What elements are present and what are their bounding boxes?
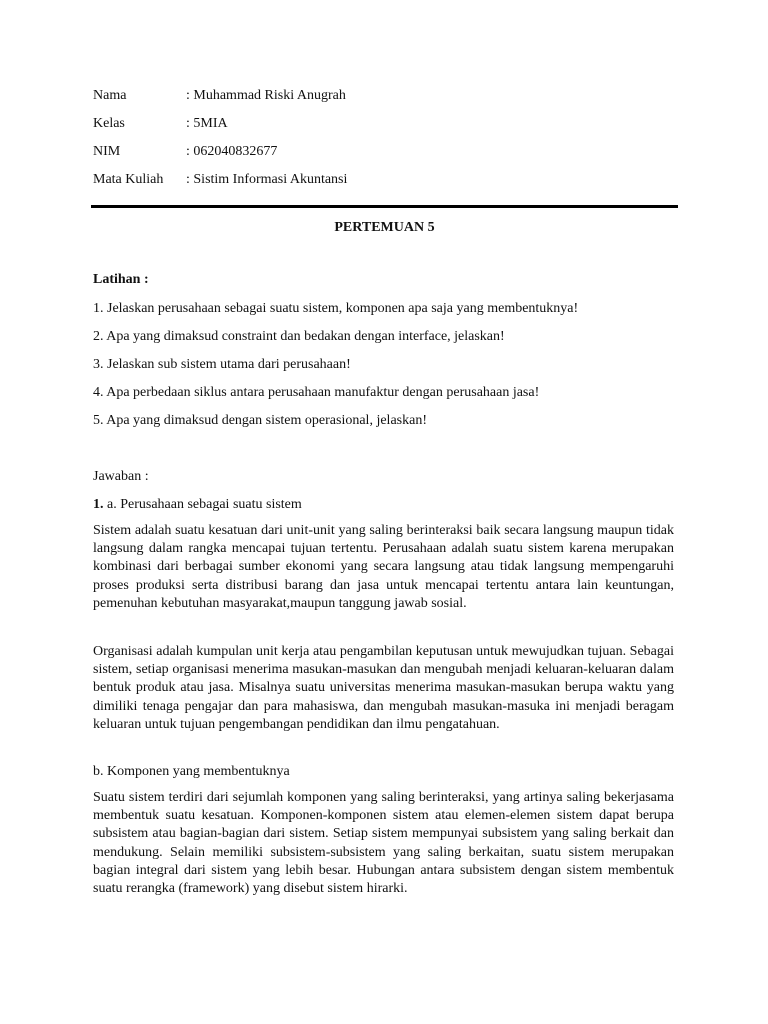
answer-1-number: 1. — [93, 497, 104, 512]
answer-1a-paragraph-1: Sistem adalah suatu kesatuan dari unit-unit yang saling berinteraksi baik secara langsung maupun tidak langsung dalam rangka mencapai tujuan tertentu. Perusahaan adalah suatu sistem karena merupakan kombinasi dari berbagai sumber ekonomi yang secara langsung atau tidak langsung mempengaruhi proses produksi serta distribusi barang dan jasa untuk mencapai tertentu antara lain keuntungan, pemenuhan kebutuhan masyarakat,maupun tanggung jawab sosial. — [93, 523, 674, 611]
student-class-label: Kelas — [93, 116, 125, 131]
answer-1a-subheading: a. Perusahaan sebagai suatu sistem — [103, 497, 302, 512]
exercise-question-1: 1. Jelaskan perusahaan sebagai suatu sistem, komponen apa saja yang membentuknya! — [93, 301, 579, 316]
answer-1a-paragraph-2: Organisasi adalah kumpulan unit kerja atau pengambilan keputusan untuk mewujudkan tujuan. Sebagai sistem, setiap organisasi menerima masukan-masukan dan mengubah menjadi keluaran-keluaran dalam bentuk produk atau jasa. Misalnya suatu universitas menerima masukan-masukan berupa waktu yang dimiliki tenaga pengajar dan para mahasiswa, dan mengubah masukan-masuka ini menjadi beragam keluaran untuk tujuan pengembangan pendidikan dan ilmu pengatahuan. — [93, 644, 674, 732]
student-nim-label: NIM — [93, 144, 121, 159]
student-nim-row — [93, 142, 277, 162]
answer-heading: Jawaban : — [93, 469, 149, 484]
student-course-value: : Sistim Informasi Akuntansi — [186, 172, 348, 187]
exercise-question-4: 4. Apa perbedaan siklus antara perusahaan manufaktur dengan perusahaan jasa! — [93, 385, 540, 400]
header-divider — [91, 205, 678, 208]
student-nim-value: : 062040832677 — [186, 144, 278, 159]
answer-1a-heading — [93, 495, 302, 515]
answer-1b-heading: b. Komponen yang membentuknya — [93, 764, 290, 779]
page-title: PERTEMUAN 5 — [334, 220, 435, 235]
student-course-row — [93, 170, 347, 190]
student-name-value: : Muhammad Riski Anugrah — [186, 88, 346, 103]
student-class-row — [93, 114, 228, 134]
student-name-label: Nama — [93, 88, 127, 103]
exercise-heading: Latihan : — [93, 272, 149, 287]
student-class-value: : 5MIA — [186, 116, 228, 131]
exercise-question-2: 2. Apa yang dimaksud constraint dan bedakan dengan interface, jelaskan! — [93, 329, 505, 344]
exercise-question-3: 3. Jelaskan sub sistem utama dari perusahaan! — [93, 357, 351, 372]
exercise-question-5: 5. Apa yang dimaksud dengan sistem operasional, jelaskan! — [93, 413, 427, 428]
answer-1b-paragraph: Suatu sistem terdiri dari sejumlah komponen yang saling berinteraksi, yang artinya saling bekerjasama membentuk suatu kesatuan. Komponen-komponen sistem atau elemen-elemen sistem dapat berupa subsistem atau bagian-bagian dari sistem. Setiap sistem mempunyai subsistem yang saling berkait dan mendukung. Selain memiliki subsistem-subsistem yang saling berkaitan, suatu sistem merupakan bagian integral dari sistem yang lebih besar. Hubungan antara subsistem dengan sistem membentuk suatu rerangka (framework) yang disebut sistem hirarki. — [93, 790, 674, 897]
student-course-label: Mata Kuliah — [93, 172, 164, 187]
student-name-row — [93, 86, 346, 106]
